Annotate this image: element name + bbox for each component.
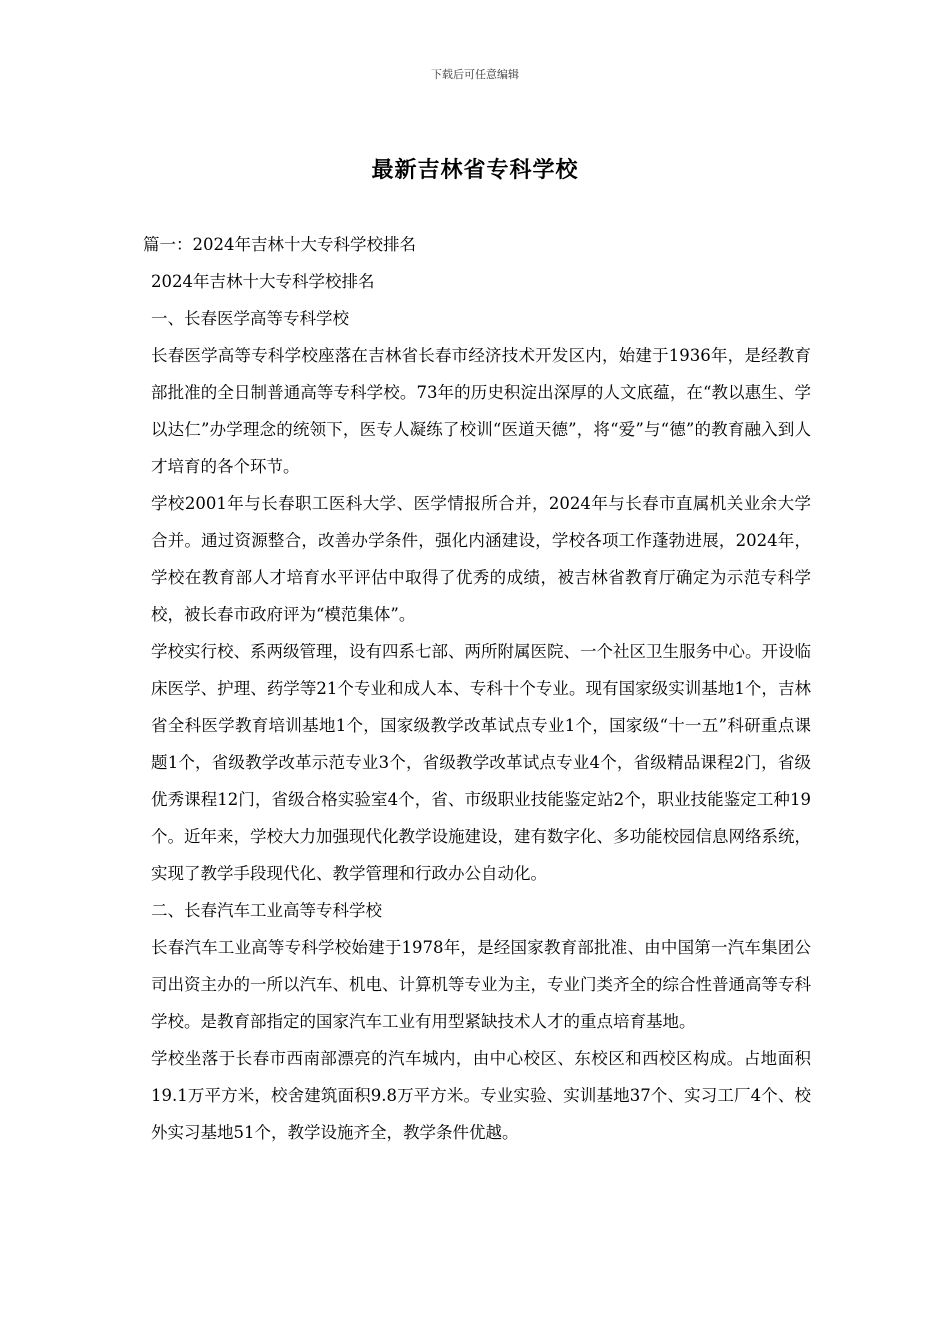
paragraph: 学校2001年与长春职工医科大学、医学情报所合并，2024年与长春市直属机关业余大学合并。通过资源整合，改善办学条件，强化内涵建设，学校各项工作蓬勃进展，2024年，学校在教育部人才培育水平评估中取得了优秀的成绩，被吉林省教育厅确定为示范专科学校，被长春市政府评为“模范集体”。 [151,494,811,624]
document-title: 最新吉林省专科学校 [371,158,579,183]
document-body [143,226,811,1151]
subheading-ranking: 2024年吉林十大专科学校排名 [151,272,375,291]
school-heading-2: 二、长春汽车工业高等专科学校 [151,901,382,920]
paragraph: 学校坐落于长春市西南部漂亮的汽车城内，由中心校区、东校区和西校区构成。占地面积19.1万平方米，校舍建筑面积9.8万平方米。专业实验、实训基地37个、实习工厂4个、校外实习基地51个，教学设施齐全，教学条件优越。 [151,1049,811,1142]
paragraph: 长春汽车工业高等专科学校始建于1978年，是经国家教育部批准、由中国第一汽车集团公司出资主办的一所以汽车、机电、计算机等专业为主，专业门类齐全的综合性普通高等专科学校。是教育部指定的国家汽车工业有用型紧缺技术人才的重点培育基地。 [151,938,811,1031]
paragraph: 长春医学高等专科学校座落在吉林省长春市经济技术开发区内，始建于1936年，是经教育部批准的全日制普通高等专科学校。73年的历史积淀出深厚的人文底蕴，在“教以惠生、学以达仁”办学理念的统领下，医专人凝练了校训“医道天德”，将“爱”与“德”的教育融入到人才培育的各个环节。 [151,346,811,476]
header-note: 下载后可任意编辑 [431,68,519,81]
school-heading-1: 一、长春医学高等专科学校 [151,309,349,328]
paragraph: 学校实行校、系两级管理，设有四系七部、两所附属医院、一个社区卫生服务中心。开设临床医学、护理、药学等21个专业和成人本、专科十个专业。现有国家级实训基地1个，吉林省全科医学教育培训基地1个，国家级教学改革试点专业1个，国家级“十一五”科研重点课题1个，省级教学改革示范专业3个，省级教学改革试点专业4个，省级精品课程2门，省级优秀课程12门，省级合格实验室4个，省、市级职业技能鉴定站2个，职业技能鉴定工种19个。近年来，学校大力加强现代化教学设施建设，建有数字化、多功能校园信息网络系统，实现了教学手段现代化、教学管理和行政办公自动化。 [151,642,811,883]
section-heading-part-one: 篇一：2024年吉林十大专科学校排名 [143,235,416,254]
